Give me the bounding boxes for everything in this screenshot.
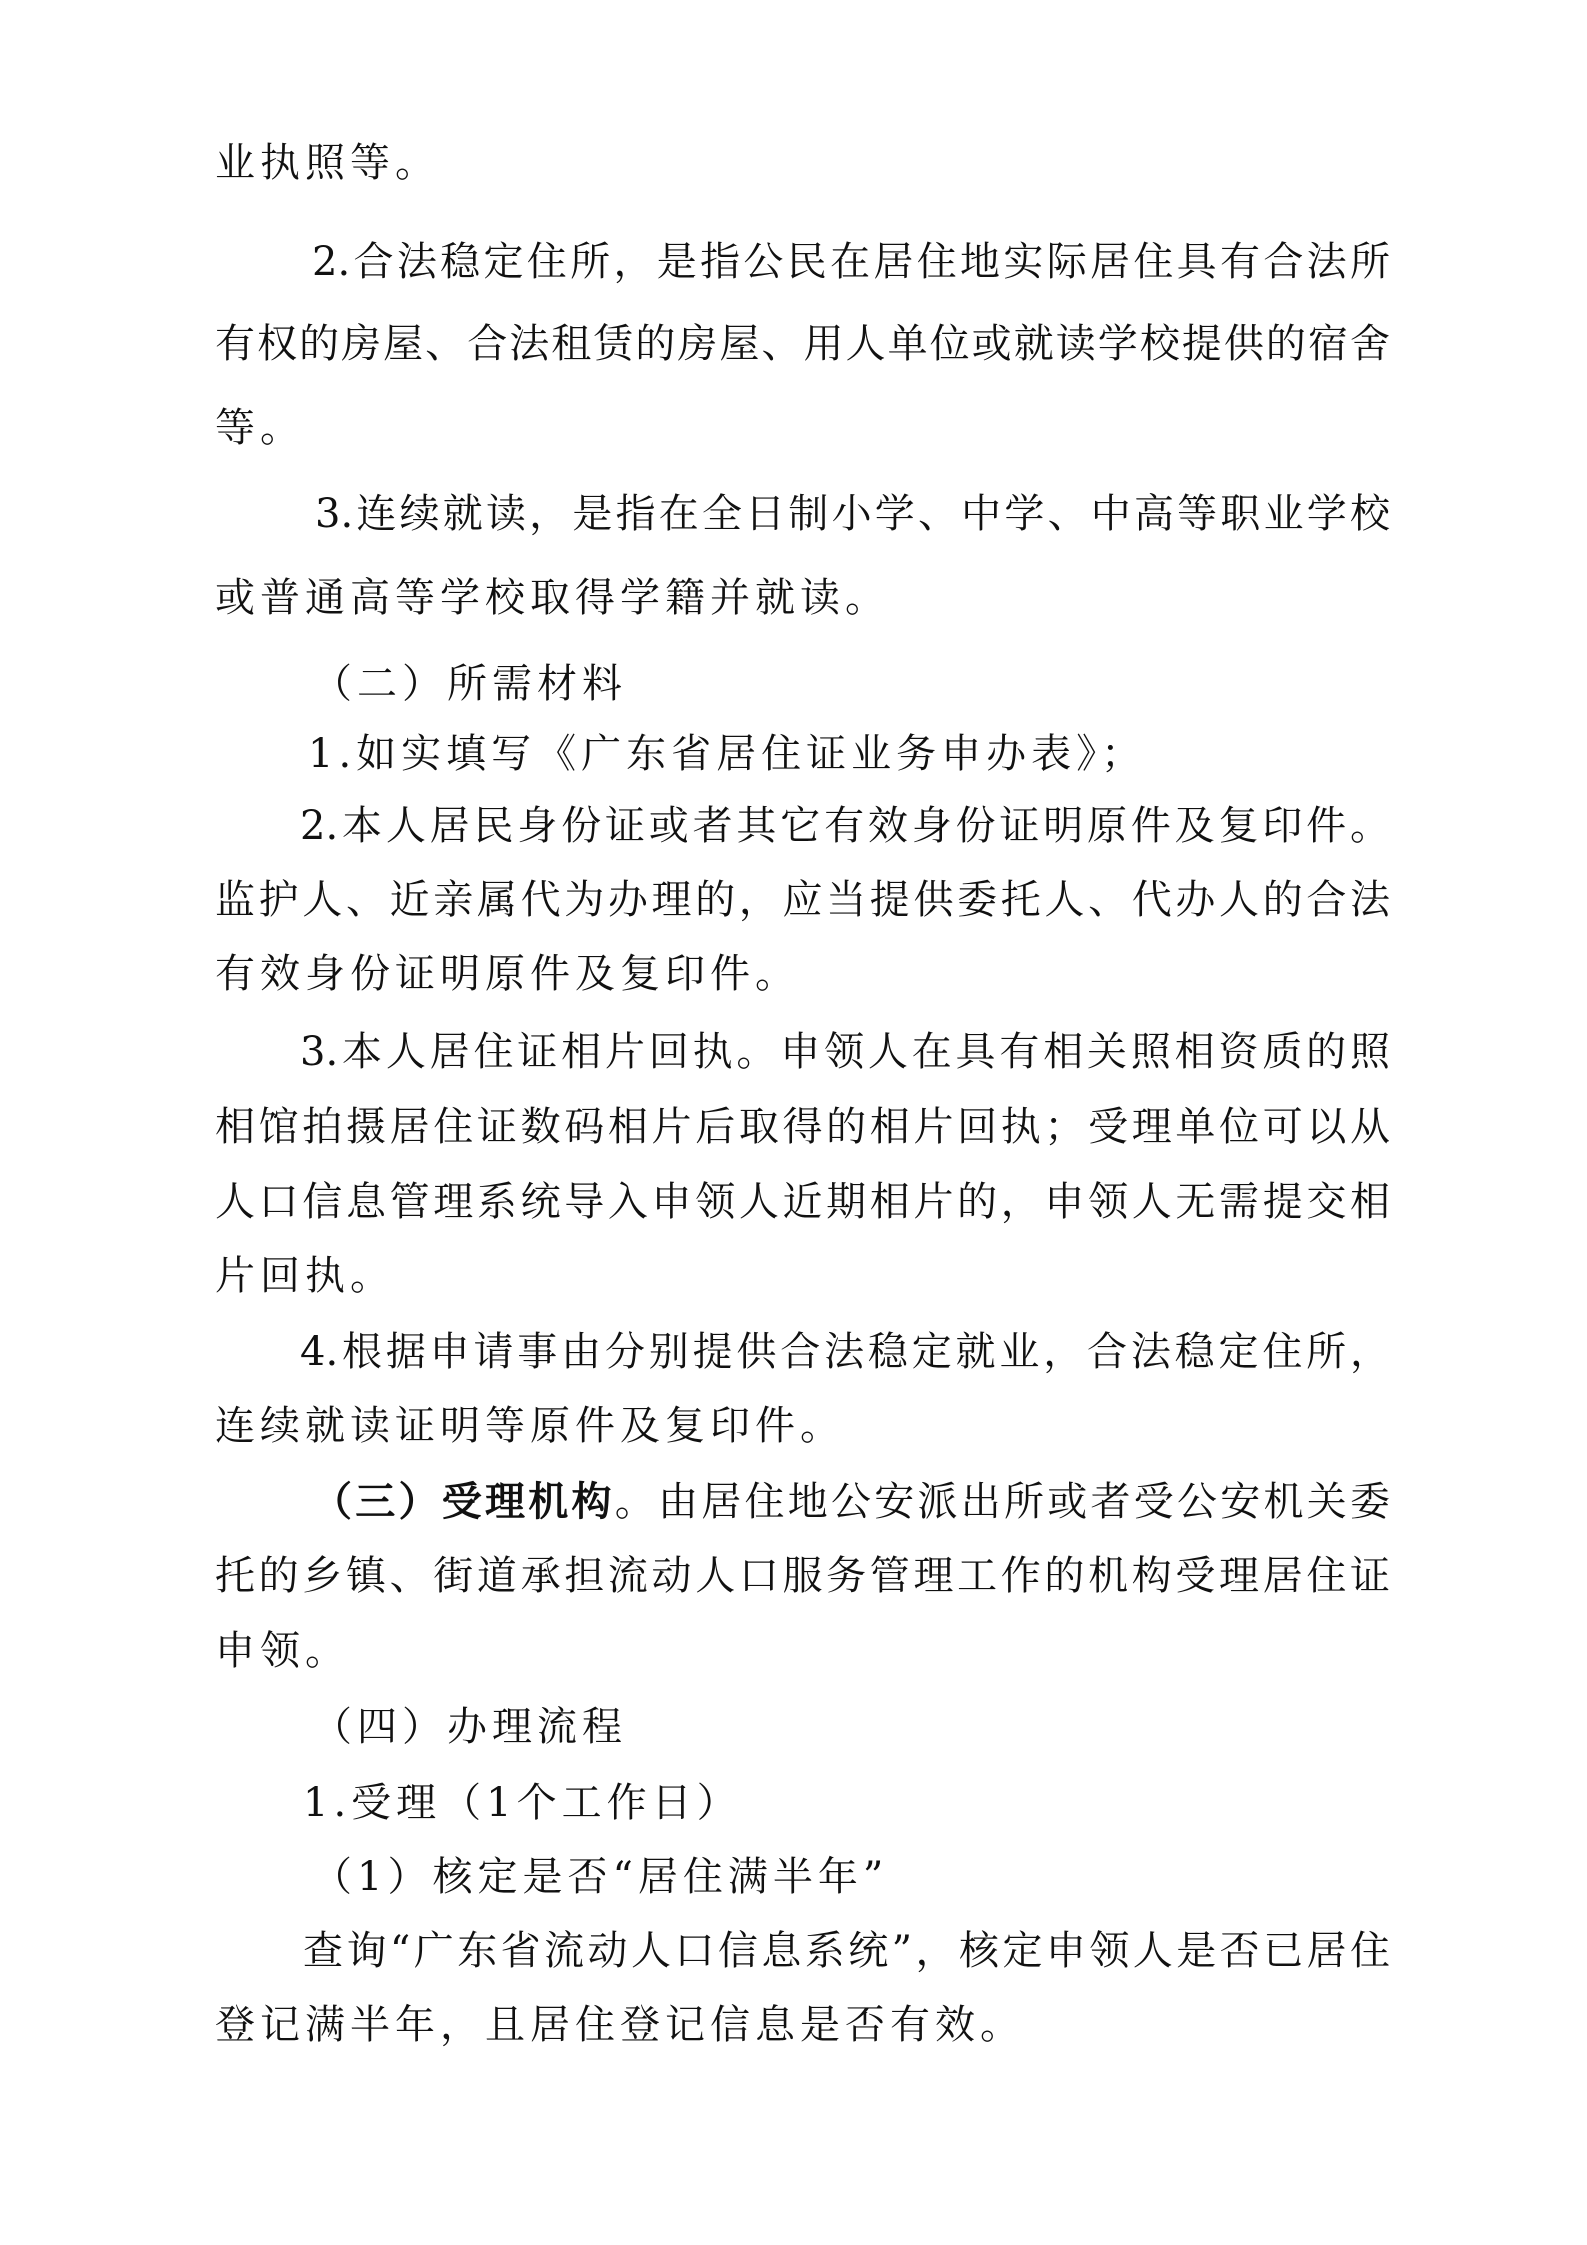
section-heading-agency: （三）受理机构 <box>312 1478 615 1525</box>
p2-line-2: 有权的房屋、合法租赁的房屋、用人单位或就读学校提供的宿舍 <box>215 321 1390 367</box>
m4-line-2: 连续就读证明等原件及复印件。 <box>215 1403 845 1449</box>
m2-line-3: 有效身份证明原件及复印件。 <box>215 951 800 997</box>
s1b-line-2: 登记满半年，且居住登记信息是否有效。 <box>215 2002 1025 2048</box>
step-1-sub-1: （1）核定是否“居住满半年” <box>312 1854 889 1900</box>
m1-line-1: 1.如实填写《广东省居住证业务申办表》； <box>308 731 1147 777</box>
p3-line-1: 3.连续就读，是指在全日制小学、中学、中高等职业学校 <box>315 491 1390 537</box>
section-heading-process: （四）办理流程 <box>312 1704 627 1750</box>
h3-line-1 <box>312 1478 1390 1526</box>
p3-line-2: 或普通高等学校取得学籍并就读。 <box>215 575 890 621</box>
p2-line-1: 2.合法稳定住所，是指公民在居住地实际居住具有合法所 <box>312 239 1390 285</box>
m3-line-2: 相馆拍摄居住证数码相片后取得的相片回执；受理单位可以从 <box>215 1104 1390 1150</box>
section-heading-materials: （二）所需材料 <box>312 661 627 707</box>
m3-line-4: 片回执。 <box>215 1253 395 1299</box>
m2-line-2: 监护人、近亲属代为办理的，应当提供委托人、代办人的合法 <box>215 877 1390 923</box>
h3-line-2: 托的乡镇、街道承担流动人口服务管理工作的机构受理居住证 <box>215 1553 1390 1599</box>
m4-line-1: 4.根据申请事由分别提供合法稳定就业，合法稳定住所， <box>300 1329 1390 1375</box>
m3-line-1: 3.本人居住证相片回执。申领人在具有相关照相资质的照 <box>300 1029 1390 1075</box>
h3-line-1-rest: 。由居住地公安派出所或者受公安机关委 <box>614 1479 1390 1525</box>
step-1-acceptance: 1.受理（1个工作日） <box>303 1780 742 1826</box>
h3-line-3: 申领。 <box>215 1628 350 1674</box>
m3-line-3: 人口信息管理系统导入申领人近期相片的，申领人无需提交相 <box>215 1179 1390 1225</box>
p1-line-1: 业执照等。 <box>215 140 440 186</box>
p2-line-3: 等。 <box>215 405 305 451</box>
s1b-line-1: 查询“广东省流动人口信息系统”，核定申领人是否已居住 <box>303 1928 1390 1974</box>
m2-line-1: 2.本人居民身份证或者其它有效身份证明原件及复印件。 <box>300 803 1390 849</box>
